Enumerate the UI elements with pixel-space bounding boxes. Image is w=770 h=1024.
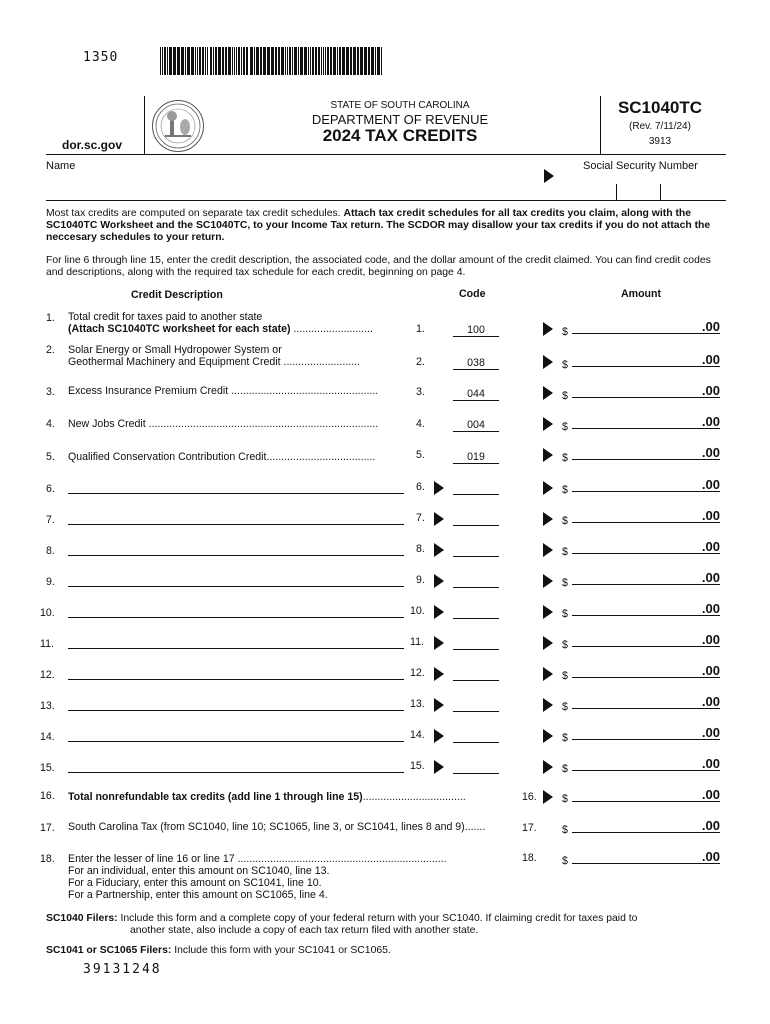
line-2-amount[interactable]: .00 <box>572 354 720 367</box>
line-1-ref: 1. <box>416 323 425 335</box>
line-11-code-field[interactable] <box>453 648 499 650</box>
dollar-sign: $ <box>562 452 568 464</box>
line-4-ref: 4. <box>416 418 425 430</box>
col-amount: Amount <box>621 288 662 300</box>
dollar-sign: $ <box>562 577 568 589</box>
arrow-icon <box>543 667 553 681</box>
line-18-ref: 18. <box>522 852 537 864</box>
line-2-num: 2. <box>46 344 55 356</box>
sc1040-filers-note: SC1040 Filers: Include this form and a complete copy of your federal return with your SC1040. If claiming credit for taxes paid to another state, also include a copy of each tax return filed with another state. <box>46 913 638 936</box>
arrow-icon <box>543 574 553 588</box>
arrow-icon <box>543 543 553 557</box>
dollar-sign: $ <box>562 670 568 682</box>
line-14-code-field[interactable] <box>453 741 499 743</box>
line-9-description-field[interactable] <box>68 586 404 587</box>
dollar-sign: $ <box>562 855 568 867</box>
line-10-amount[interactable]: .00 <box>572 603 720 616</box>
line-16-desc: Total nonrefundable tax credits (add line 1 through line 15)................................... <box>68 791 466 803</box>
line-12-num: 12. <box>40 669 55 681</box>
arrow-icon <box>434 760 444 774</box>
line-4-code: 004 <box>453 419 499 432</box>
dollar-sign: $ <box>562 639 568 651</box>
line-9-code-field[interactable] <box>453 586 499 588</box>
line-13-num: 13. <box>40 700 55 712</box>
revision-date: (Rev. 7/11/24) <box>629 121 691 132</box>
line-13-code-field[interactable] <box>453 710 499 712</box>
intro-text: Most tax credits are computed on separate tax credit schedules. <box>46 208 344 219</box>
arrow-icon <box>434 636 444 650</box>
line-6-amount[interactable]: .00 <box>572 479 720 492</box>
header-divider-right <box>600 96 601 154</box>
arrow-icon <box>543 386 553 400</box>
line-3-ref: 3. <box>416 386 425 398</box>
arrow-icon <box>543 790 553 804</box>
line-18-amount[interactable]: .00 <box>572 851 720 864</box>
line-8-amount[interactable]: .00 <box>572 541 720 554</box>
arrow-icon <box>543 636 553 650</box>
arrow-icon <box>434 574 444 588</box>
intro-bold-text: Attach tax credit schedules for all tax credits you claim, along with the SC1040TC Worksheet and the SC1040TC, to your Income Tax return. The SCDOR may disallow your tax credits if you do not attach the neccesary schedules to your return. <box>46 208 711 243</box>
dollar-sign: $ <box>562 546 568 558</box>
dollar-sign: $ <box>562 421 568 433</box>
line-6-num: 6. <box>46 483 55 495</box>
dollar-sign: $ <box>562 326 568 338</box>
col-code: Code <box>459 288 486 300</box>
dollar-sign: $ <box>562 793 568 805</box>
line-7-num: 7. <box>46 514 55 526</box>
line-8-code-field[interactable] <box>453 555 499 557</box>
line-1-code: 100 <box>453 324 499 337</box>
line-7-ref: 7. <box>416 512 425 524</box>
website: dor.sc.gov <box>62 138 123 152</box>
line-7-amount[interactable]: .00 <box>572 510 720 523</box>
arrow-icon <box>543 481 553 495</box>
form-title: 2024 TAX CREDITS <box>322 126 478 145</box>
footer-scan-code: 39131248 <box>83 962 162 977</box>
line-10-description-field[interactable] <box>68 617 404 618</box>
name-label: Name <box>46 160 76 172</box>
state-seal <box>152 100 204 152</box>
line-15-num: 15. <box>40 762 55 774</box>
line-7-description-field[interactable] <box>68 524 404 525</box>
line-16-num: 16. <box>40 790 55 802</box>
line-7-code-field[interactable] <box>453 524 499 526</box>
line-3-desc: Excess Insurance Premium Credit .................................................. <box>68 385 379 397</box>
line-9-ref: 9. <box>416 574 425 586</box>
line-8-ref: 8. <box>416 543 425 555</box>
ssn-label: Social Security Number <box>583 160 698 172</box>
line-12-code-field[interactable] <box>453 679 499 681</box>
line-17-desc: South Carolina Tax (from SC1040, line 10; SC1065, line 3, or SC1041, lines 8 and 9)....... <box>68 821 486 833</box>
line-10-num: 10. <box>40 607 55 619</box>
form-scan-code: 1350 <box>83 50 119 65</box>
dollar-sign: $ <box>562 824 568 836</box>
arrow-icon <box>434 605 444 619</box>
line-1-num: 1. <box>46 312 55 324</box>
arrow-icon <box>543 698 553 712</box>
col-description: Credit Description <box>131 289 223 301</box>
line-11-amount[interactable]: .00 <box>572 634 720 647</box>
arrow-icon <box>544 169 554 183</box>
line-8-num: 8. <box>46 545 55 557</box>
line-16-ref: 16. <box>522 791 537 803</box>
line-4-desc: New Jobs Credit .............................................................................. <box>68 418 379 430</box>
line-11-description-field[interactable] <box>68 648 404 649</box>
header-bottom-rule <box>46 154 726 155</box>
arrow-icon <box>434 543 444 557</box>
line-10-code-field[interactable] <box>453 617 499 619</box>
line-13-amount[interactable]: .00 <box>572 696 720 709</box>
dollar-sign: $ <box>562 484 568 496</box>
arrow-icon <box>543 417 553 431</box>
line-10-ref: 10. <box>410 605 425 617</box>
arrow-icon <box>434 667 444 681</box>
line-15-code-field[interactable] <box>453 772 499 774</box>
arrow-icon <box>543 729 553 743</box>
line-5-ref: 5. <box>416 449 425 461</box>
line-6-description-field[interactable] <box>68 493 404 494</box>
dollar-sign: $ <box>562 732 568 744</box>
dollar-sign: $ <box>562 763 568 775</box>
line-5-desc: Qualified Conservation Contribution Credit..................................... <box>68 451 376 463</box>
line-13-ref: 13. <box>410 698 425 710</box>
arrow-icon <box>543 512 553 526</box>
line-5-num: 5. <box>46 451 55 463</box>
line-2-ref: 2. <box>416 356 425 368</box>
arrow-icon <box>543 322 553 336</box>
line-2-code: 038 <box>453 357 499 370</box>
line-16-amount[interactable]: .00 <box>572 789 720 802</box>
arrow-icon <box>434 729 444 743</box>
header-divider-left <box>144 96 145 154</box>
line-14-num: 14. <box>40 731 55 743</box>
line-14-ref: 14. <box>410 729 425 741</box>
dollar-sign: $ <box>562 701 568 713</box>
line-1-amount[interactable]: .00 <box>572 321 720 334</box>
line-17-ref: 17. <box>522 822 537 834</box>
line-15-ref: 15. <box>410 760 425 772</box>
line-11-ref: 11. <box>410 636 424 648</box>
barcode <box>160 47 382 75</box>
line-2-desc: Solar Energy or Small Hydropower System or Geothermal Machinery and Equipment Credit .......................... <box>68 344 361 368</box>
arrow-icon <box>543 355 553 369</box>
state-name: STATE OF SOUTH CAROLINA <box>330 100 470 111</box>
line-5-code: 019 <box>453 451 499 464</box>
dollar-sign: $ <box>562 359 568 371</box>
dollar-sign: $ <box>562 390 568 402</box>
line-12-description-field[interactable] <box>68 679 404 680</box>
ssn-field[interactable] <box>578 174 726 200</box>
name-rule <box>46 200 726 201</box>
line-3-code: 044 <box>453 388 499 401</box>
line-17-amount[interactable]: .00 <box>572 820 720 833</box>
line-15-description-field[interactable] <box>68 772 404 773</box>
line-12-amount[interactable]: .00 <box>572 665 720 678</box>
line-8-description-field[interactable] <box>68 555 404 556</box>
line-12-ref: 12. <box>410 667 425 679</box>
line-13-description-field[interactable] <box>68 710 404 711</box>
line-9-num: 9. <box>46 576 55 588</box>
line-14-amount[interactable]: .00 <box>572 727 720 740</box>
line-4-num: 4. <box>46 418 55 430</box>
line-18-num: 18. <box>40 853 55 865</box>
line-9-amount[interactable]: .00 <box>572 572 720 585</box>
line-15-amount[interactable]: .00 <box>572 758 720 771</box>
dollar-sign: $ <box>562 515 568 527</box>
line-5-amount[interactable]: .00 <box>572 447 720 460</box>
arrow-icon <box>434 481 444 495</box>
name-field[interactable] <box>46 174 536 200</box>
arrow-icon <box>543 760 553 774</box>
line-3-amount[interactable]: .00 <box>572 385 720 398</box>
intro-paragraph <box>46 208 730 244</box>
line-17-num: 17. <box>40 822 55 834</box>
arrow-icon <box>434 512 444 526</box>
line-3-num: 3. <box>46 386 55 398</box>
form-number: SC1040TC <box>617 98 703 117</box>
dollar-sign: $ <box>562 608 568 620</box>
arrow-icon <box>543 448 553 462</box>
department-name: DEPARTMENT OF REVENUE <box>311 112 489 127</box>
arrow-icon <box>543 605 553 619</box>
form-code: 3913 <box>648 136 672 147</box>
line-6-ref: 6. <box>416 481 425 493</box>
line-11-num: 11. <box>40 638 54 650</box>
sc1041-filers-note: SC1041 or SC1065 Filers: Include this form with your SC1041 or SC1065. <box>46 945 391 956</box>
line-1-desc: Total credit for taxes paid to another state (Attach SC1040TC worksheet for each state) ........................... <box>68 311 373 335</box>
line-18-desc: Enter the lesser of line 16 or line 17 ....................................................................... For an individual, enter this amount on SC1040, line 13. For a Fiduciary, enter this amount on SC1041, line 10. For a Partnership, enter this amount on SC1065, line 4. <box>68 853 447 901</box>
arrow-icon <box>434 698 444 712</box>
instructions-paragraph: For line 6 through line 15, enter the credit description, the associated code, and the dollar amount of the credit claimed. You can find credit codes and descriptions, along with the required tax schedule for each credit, beginning on page 4. <box>46 255 711 278</box>
line-4-amount[interactable]: .00 <box>572 416 720 429</box>
line-6-code-field[interactable] <box>453 493 499 495</box>
line-14-description-field[interactable] <box>68 741 404 742</box>
